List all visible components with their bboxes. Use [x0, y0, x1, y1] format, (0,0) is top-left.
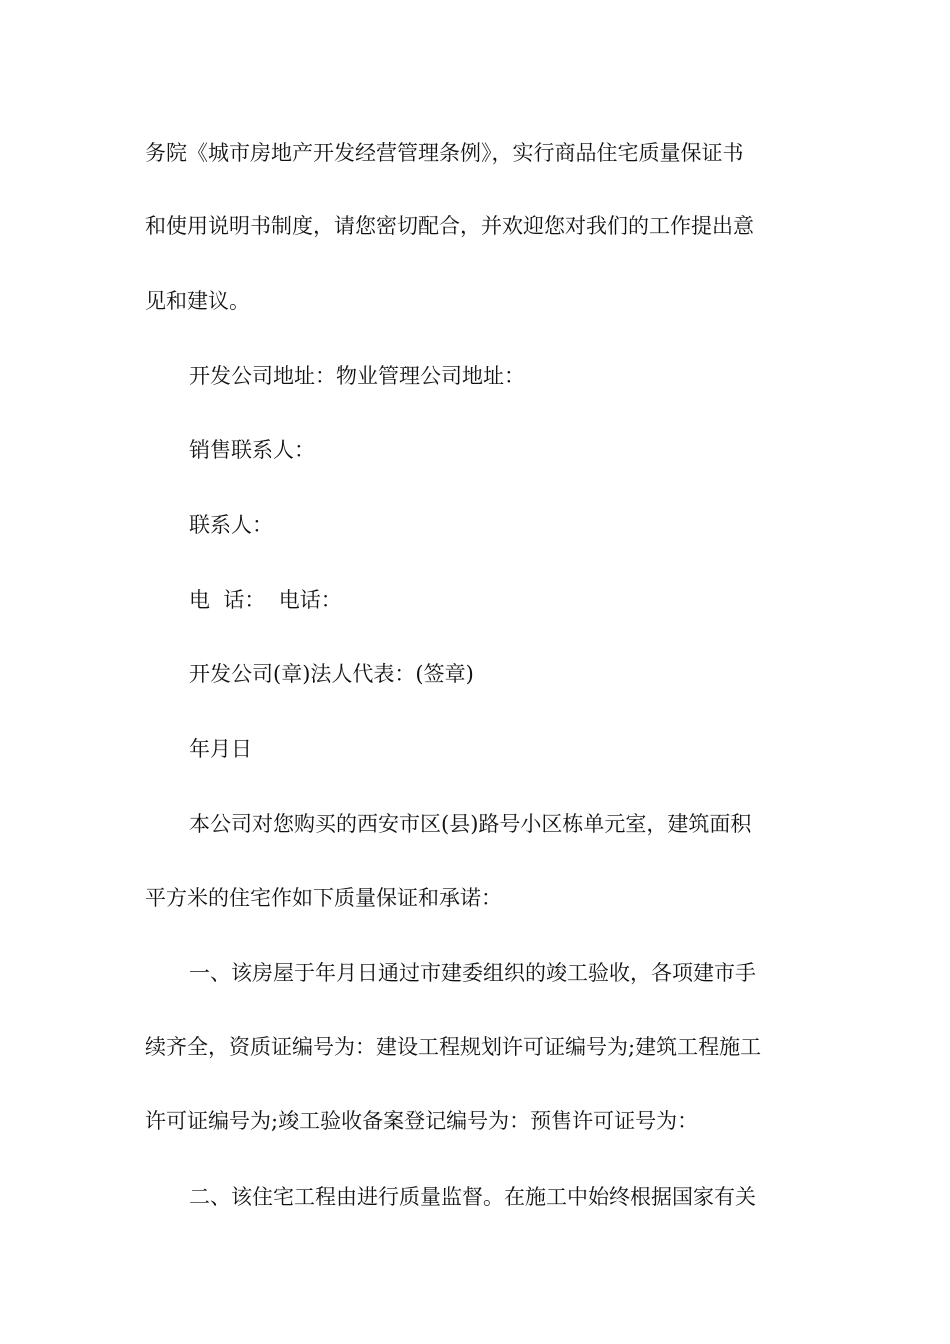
- text-line: 开发公司地址：物业管理公司地址：: [189, 364, 525, 388]
- text-line: 一、该房屋于年月日通过市建委组织的竣工验收，各项建市手: [189, 961, 756, 985]
- text-line: 和使用说明书制度，请您密切配合，并欢迎您对我们的工作提出意: [145, 214, 754, 238]
- text-line: 平方米的住宅作如下质量保证和承诺：: [145, 886, 502, 910]
- text-line: 务院《城市房地产开发经营管理条例》，实行商品住宅质量保证书: [145, 141, 744, 165]
- text-line: 见和建议。: [145, 289, 250, 313]
- text-line: 电 话： 电话：: [189, 588, 342, 612]
- text-line: 年月日: [189, 737, 252, 761]
- text-line: 本公司对您购买的西安市区(县)路号小区栋单元室，建筑面积: [189, 812, 752, 836]
- text-line: 续齐全，资质证编号为：建设工程规划许可证编号为;建筑工程施工: [145, 1035, 762, 1059]
- text-line: 二、该住宅工程由进行质量监督。在施工中始终根据国家有关: [189, 1185, 756, 1209]
- text-line: 联系人：: [189, 513, 273, 537]
- text-line: 开发公司(章)法人代表：(签章): [189, 662, 474, 686]
- text-line: 销售联系人：: [189, 438, 315, 462]
- text-line: 许可证编号为;竣工验收备案登记编号为：预售许可证号为：: [145, 1109, 699, 1133]
